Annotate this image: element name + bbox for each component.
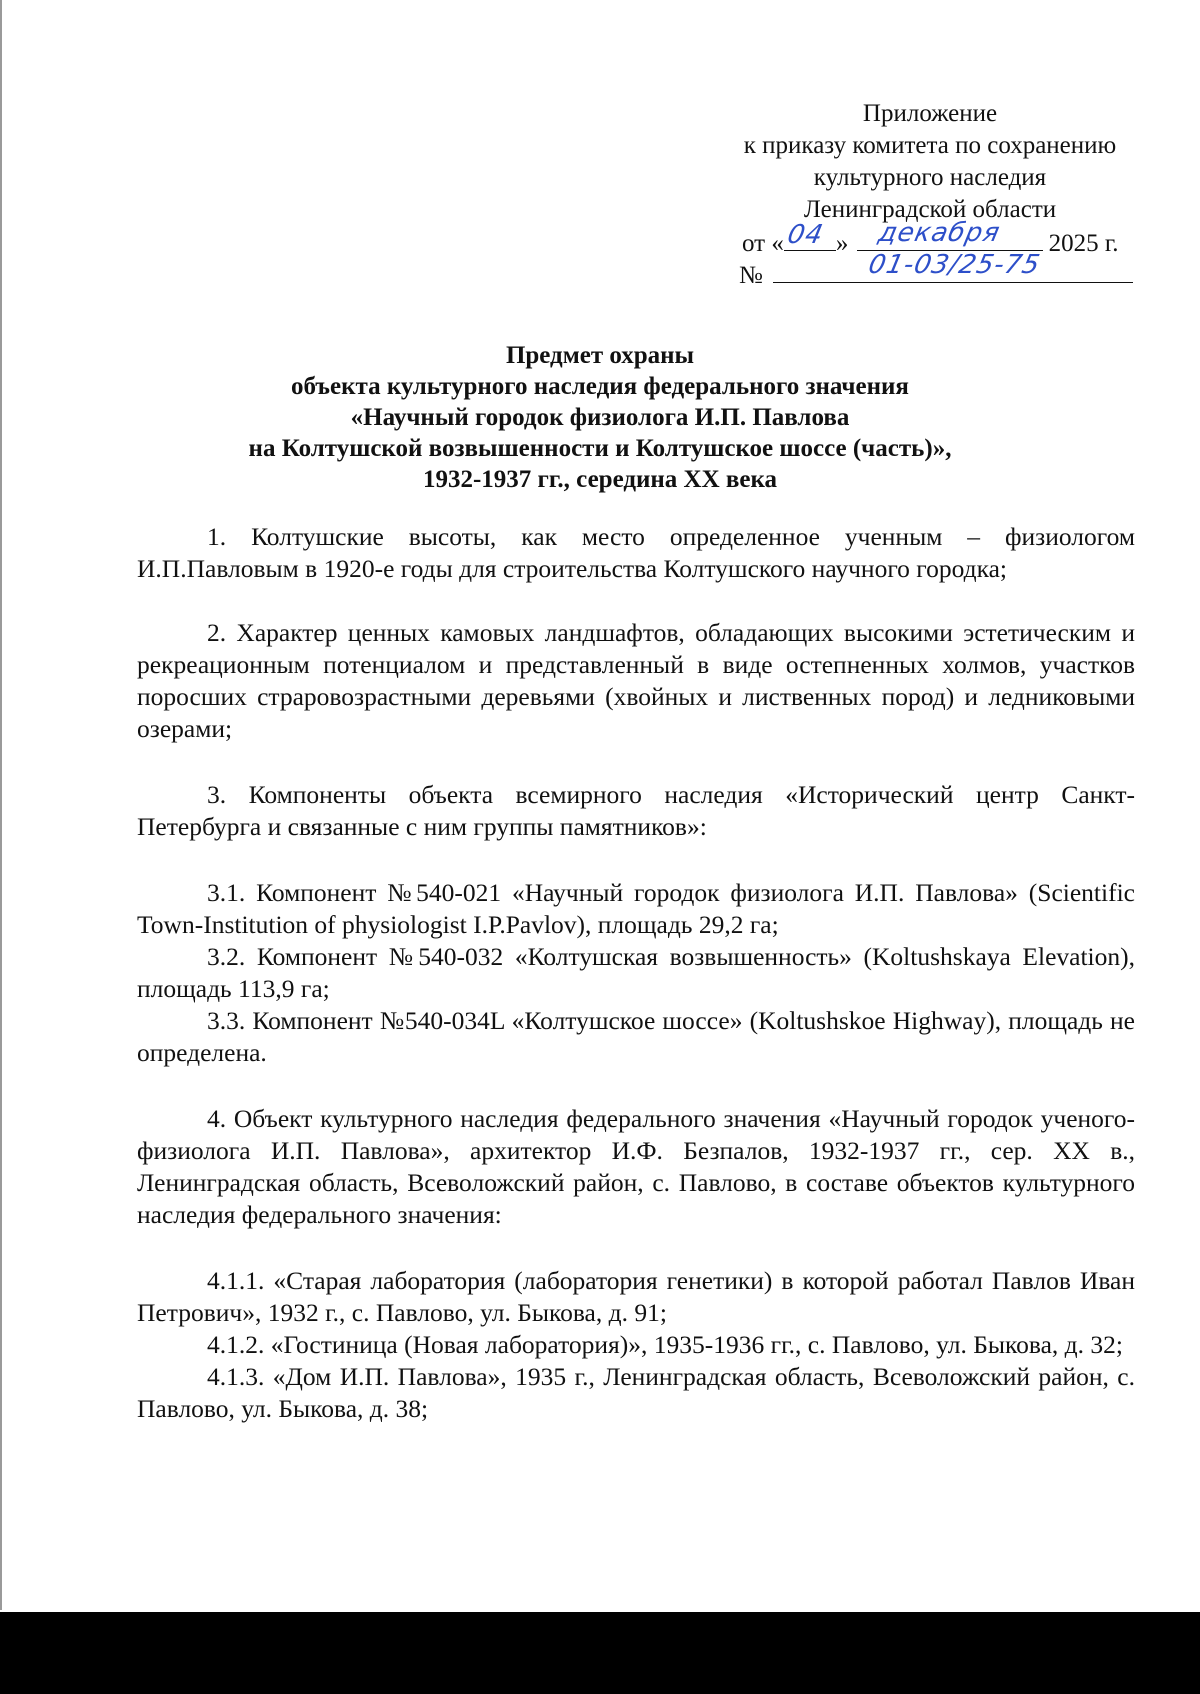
order-number	[739, 250, 1133, 292]
title-line: на Колтушской возвышенности и Колтушское шоссе (часть)»,	[248, 435, 952, 462]
document-title	[130, 340, 1070, 495]
date-prefix: от «	[742, 230, 784, 257]
paragraph-2: 2. Характер ценных камовых ландшафтов, обладающих высокими эстетическим и рекреационным потенциалом и представленный в виде остепненных холмов, участков поросших страровозрастными деревьями (хвойных и лиственных пород) и ледниковыми озерами;	[137, 618, 1135, 743]
title-line: объекта культурного наследия федерального значения	[291, 373, 909, 400]
annex-line: культурного наследия	[813, 164, 1047, 191]
month-field	[857, 218, 1043, 251]
annex-header	[700, 98, 1160, 226]
paragraph-4-1-1: 4.1.1. «Старая лаборатория (лаборатория генетики) в которой работал Павлов Иван Петрович», 1932 г., с. Павлово, ул. Быкова, д. 91;	[137, 1266, 1135, 1327]
date-mid: »	[835, 230, 849, 257]
paragraph-4-1-2: 4.1.2. «Гостиница (Новая лаборатория)», 1935-1936 гг., с. Павлово, ул. Быкова, д. 32;	[207, 1330, 1123, 1359]
handwritten-month: декабря	[875, 218, 1003, 248]
number-prefix: №	[739, 262, 763, 289]
paragraph-3-1: 3.1. Компонент №540-021 «Научный городок физиолога И.П. Павлова» (Scientific Town-Institution of physiologist I.P.Pavlov), площадь 29,2 га;	[137, 878, 1135, 939]
annex-line: Ленинградской области	[803, 196, 1057, 223]
title-line: «Научный городок физиолога И.П. Павлова	[350, 404, 850, 431]
paragraph-3-3: 3.3. Компонент №540-034L «Колтушское шоссе» (Koltushskoe Highway), площадь не определена.	[137, 1006, 1135, 1067]
number-field	[773, 250, 1133, 283]
paragraph-3: 3. Компоненты объекта всемирного наследия «Исторический центр Санкт-Петербурга и связанные с ним группы памятников»:	[137, 780, 1135, 841]
annex-title: Приложение	[862, 100, 998, 127]
order-year: 2025 г.	[1048, 230, 1119, 257]
paragraph-4: 4. Объект культурного наследия федерального значения «Научный городок ученого-физиолога И.П. Павлова», архитектор И.Ф. Безпалов, 1932-1937 гг., сер. XX в., Ленинградская область, Всеволожский район, с. Павлово, в составе объектов культурного наследия федерального значения:	[137, 1104, 1135, 1229]
paragraph-1: 1. Колтушские высоты, как место определенное ученным – физиологом И.П.Павловым в 1920-е годы для строительства Колтушского научного городка;	[137, 522, 1135, 583]
document-body	[137, 521, 1135, 1425]
annex-line: к приказу комитета по сохранению	[743, 132, 1117, 159]
title-line: Предмет охраны	[505, 342, 695, 369]
handwritten-day: 04	[784, 220, 827, 250]
scan-bottom-border	[0, 1612, 1200, 1694]
day-field	[784, 220, 836, 251]
paragraph-4-1-3: 4.1.3. «Дом И.П. Павлова», 1935 г., Ленинградская область, Всеволожский район, с. Павлово, ул. Быкова, д. 38;	[137, 1362, 1135, 1423]
paragraph-3-2: 3.2. Компонент №540-032 «Колтушская возвышенность» (Koltushskaya Elevation), площадь 113,9 га;	[137, 942, 1135, 1003]
title-line: 1932-1937 гг., середина XX века	[422, 466, 778, 493]
handwritten-number: 01-03/25-75	[865, 250, 1044, 280]
scan-edge	[0, 0, 2, 1610]
